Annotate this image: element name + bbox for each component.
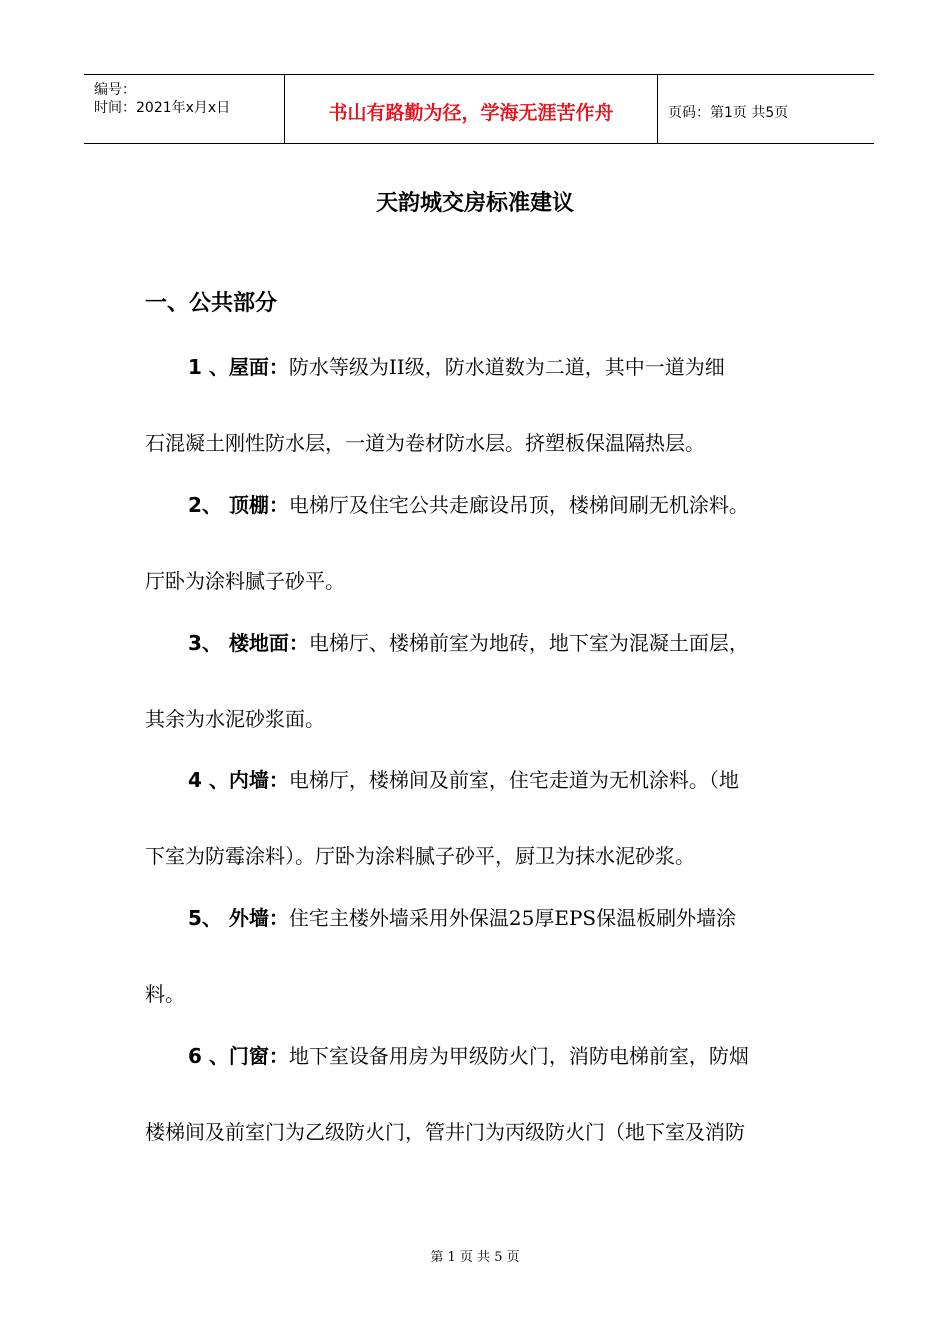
header-page-cell: [658, 75, 874, 143]
document-header: [84, 74, 874, 144]
item-lead: 2、 顶棚：: [188, 493, 289, 517]
time-label: 时间：2021年x月x日: [94, 100, 231, 116]
section-title: 一、公共部分: [145, 291, 278, 316]
page-footer: 第 1 页 共 5 页: [430, 1250, 520, 1265]
item-text: 住宅主楼外墙采用外保温25厚EPS保温板刷外墙涂: [288, 906, 737, 930]
item-text: 电梯厅，楼梯间及前室，住宅走道为无机涂料。（地: [288, 768, 739, 792]
header-meta-cell: [84, 75, 285, 143]
item-continuation: 下室为防霉涂料）。厅卧为涂料腻子砂平，厨卫为抹水泥砂浆。: [145, 844, 695, 868]
item-lead: 4 、内墙：: [188, 768, 289, 792]
item-text: 防水等级为II级，防水道数为二道，其中一道为细: [288, 355, 725, 379]
header-motto-cell: [285, 75, 658, 143]
item-text: 地下室设备用房为甲级防火门，消防电梯前室，防烟: [288, 1044, 749, 1068]
item-line: [188, 351, 725, 380]
document-title: 天韵城交房标准建议: [375, 191, 574, 216]
item-text: 电梯厅、楼梯前室为地砖，地下室为混凝土面层，: [308, 631, 749, 655]
item-line: [188, 764, 739, 793]
item-lead: 6 、门窗：: [188, 1044, 289, 1068]
item-line: [188, 1040, 749, 1069]
item-continuation: 楼梯间及前室门为乙级防火门，管井门为丙级防火门（地下室及消防: [145, 1120, 745, 1144]
number-label: 编号：: [94, 82, 136, 98]
motto-text: 书山有路勤为径，学海无涯苦作舟: [328, 102, 614, 124]
item-continuation: 石混凝土刚性防水层，一道为卷材防水层。挤塑板保温隔热层。: [145, 431, 705, 455]
item-line: [188, 902, 736, 931]
item-line: [188, 627, 749, 656]
item-continuation: 其余为水泥砂浆面。: [145, 707, 325, 731]
item-continuation: 厅卧为涂料腻子砂平。: [145, 569, 345, 593]
item-line: [188, 489, 749, 518]
item-lead: 3、 楼地面：: [188, 631, 309, 655]
item-text: 电梯厅及住宅公共走廊设吊顶，楼梯间刷无机涂料。: [288, 493, 749, 517]
item-lead: 1 、屋面：: [188, 355, 289, 379]
page-info: 页码：第1页 共5页: [668, 105, 789, 121]
item-lead: 5、 外墙：: [188, 906, 289, 930]
item-continuation: 料。: [145, 982, 185, 1006]
